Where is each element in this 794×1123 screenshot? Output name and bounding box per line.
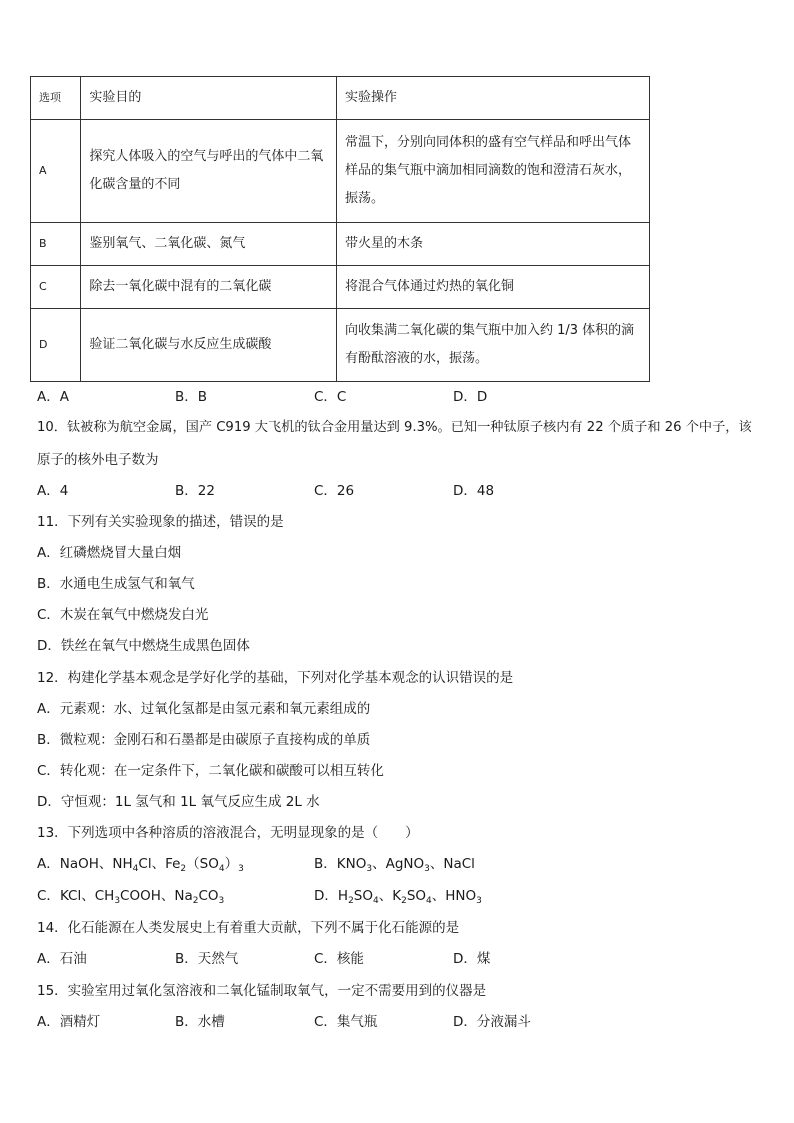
q9-option-b: B．B xyxy=(175,389,208,405)
row-option: D xyxy=(31,309,81,382)
q12-option-d: D．守恒观：1L 氢气和 1L 氧气反应生成 2L 水 xyxy=(37,794,320,810)
q9-option-a: A．A xyxy=(37,389,69,405)
q10-stem-line2: 原子的核外电子数为 xyxy=(37,452,159,468)
q12-stem: 12．构建化学基本观念是学好化学的基础，下列对化学基本观念的认识错误的是 xyxy=(37,670,514,686)
row-operation: 向收集满二氧化碳的集气瓶中加入约 1/3 体积的滴有酚酞溶液的水，振荡。 xyxy=(336,309,649,382)
q13-option-a: A．NaOH、$NH_4Cl$、$Fe_2(SO_4)_3$ xyxy=(37,856,244,874)
q15-option-a: A．酒精灯 xyxy=(37,1014,101,1030)
q14-stem: 14．化石能源在人类发展史上有着重大贡献，下列不属于化石能源的是 xyxy=(37,920,460,936)
q10-option-a: A．4 xyxy=(37,483,69,499)
row-operation: 带火星的木条 xyxy=(336,223,649,266)
q15-option-b: B．水槽 xyxy=(175,1014,225,1030)
q14-option-a: A．石油 xyxy=(37,951,87,967)
table-row xyxy=(31,120,650,223)
table-row xyxy=(31,266,650,309)
row-option: C xyxy=(31,266,81,309)
q13-option-d: D．$H_2SO_4$、$K_2SO_4$、$HNO_3$ xyxy=(314,888,482,906)
q14-option-b: B．天然气 xyxy=(175,951,239,967)
q11-option-c: C．木炭在氧气中燃烧发白光 xyxy=(37,607,209,623)
experiment-table xyxy=(30,76,650,382)
row-purpose: 验证二氧化碳与水反应生成碳酸 xyxy=(81,309,337,382)
q10-option-b: B．22 xyxy=(175,483,215,499)
header-operation: 实验操作 xyxy=(336,77,649,120)
row-purpose: 鉴别氧气、二氧化碳、氮气 xyxy=(81,223,337,266)
header-purpose: 实验目的 xyxy=(81,77,337,120)
q11-stem: 11．下列有关实验现象的描述，错误的是 xyxy=(37,514,284,530)
q14-option-c: C．核能 xyxy=(314,951,364,967)
table-row xyxy=(31,309,650,382)
q12-option-b: B．微粒观：金刚石和石墨都是由碳原子直接构成的单质 xyxy=(37,732,371,748)
table-header-row xyxy=(31,77,650,120)
row-operation: 常温下，分别向同体积的盛有空气样品和呼出气体样品的集气瓶中滴加相同滴数的饱和澄清石灰水，振荡。 xyxy=(336,120,649,223)
q13-stem: 13．下列选项中各种溶质的溶液混合，无明显现象的是（ ） xyxy=(37,825,419,841)
q14-option-d: D．煤 xyxy=(453,951,491,967)
table-row xyxy=(31,223,650,266)
row-purpose: 除去一氧化碳中混有的二氧化碳 xyxy=(81,266,337,309)
row-operation: 将混合气体通过灼热的氧化铜 xyxy=(336,266,649,309)
q11-option-b: B．水通电生成氢气和氧气 xyxy=(37,576,195,592)
header-option: 选项 xyxy=(31,77,81,120)
q10-stem-line1: 10．钛被称为航空金属，国产 C919 大飞机的钛合金用量达到 9.3%。已知一种钛原子核内有 22 个质子和 26 个中子，该 xyxy=(37,420,752,435)
q10-option-c: C．26 xyxy=(314,483,355,499)
q15-option-c: C．集气瓶 xyxy=(314,1014,378,1030)
q13-option-c: C．KCl、$CH_3COOH$、$Na_2CO_3$ xyxy=(37,888,225,906)
q15-option-d: D．分液漏斗 xyxy=(453,1014,531,1030)
q13-option-b: B．$KNO_3$、AgNO$_3$、NaCl xyxy=(314,856,475,874)
q9-option-d: D．D xyxy=(453,389,488,405)
q12-option-a: A．元素观：水、过氧化氢都是由氢元素和氧元素组成的 xyxy=(37,701,371,717)
q15-stem: 15．实验室用过氧化氢溶液和二氧化锰制取氧气，一定不需要用到的仪器是 xyxy=(37,983,487,999)
row-option: B xyxy=(31,223,81,266)
q12-option-c: C．转化观：在一定条件下，二氧化碳和碳酸可以相互转化 xyxy=(37,763,384,779)
row-purpose: 探究人体吸入的空气与呼出的气体中二氧化碳含量的不同 xyxy=(81,120,337,223)
q11-option-d: D．铁丝在氧气中燃烧生成黑色固体 xyxy=(37,638,250,654)
q10-option-d: D．48 xyxy=(453,483,495,499)
q9-option-c: C．C xyxy=(314,389,347,405)
row-option: A xyxy=(31,120,81,223)
q11-option-a: A．红磷燃烧冒大量白烟 xyxy=(37,545,182,561)
